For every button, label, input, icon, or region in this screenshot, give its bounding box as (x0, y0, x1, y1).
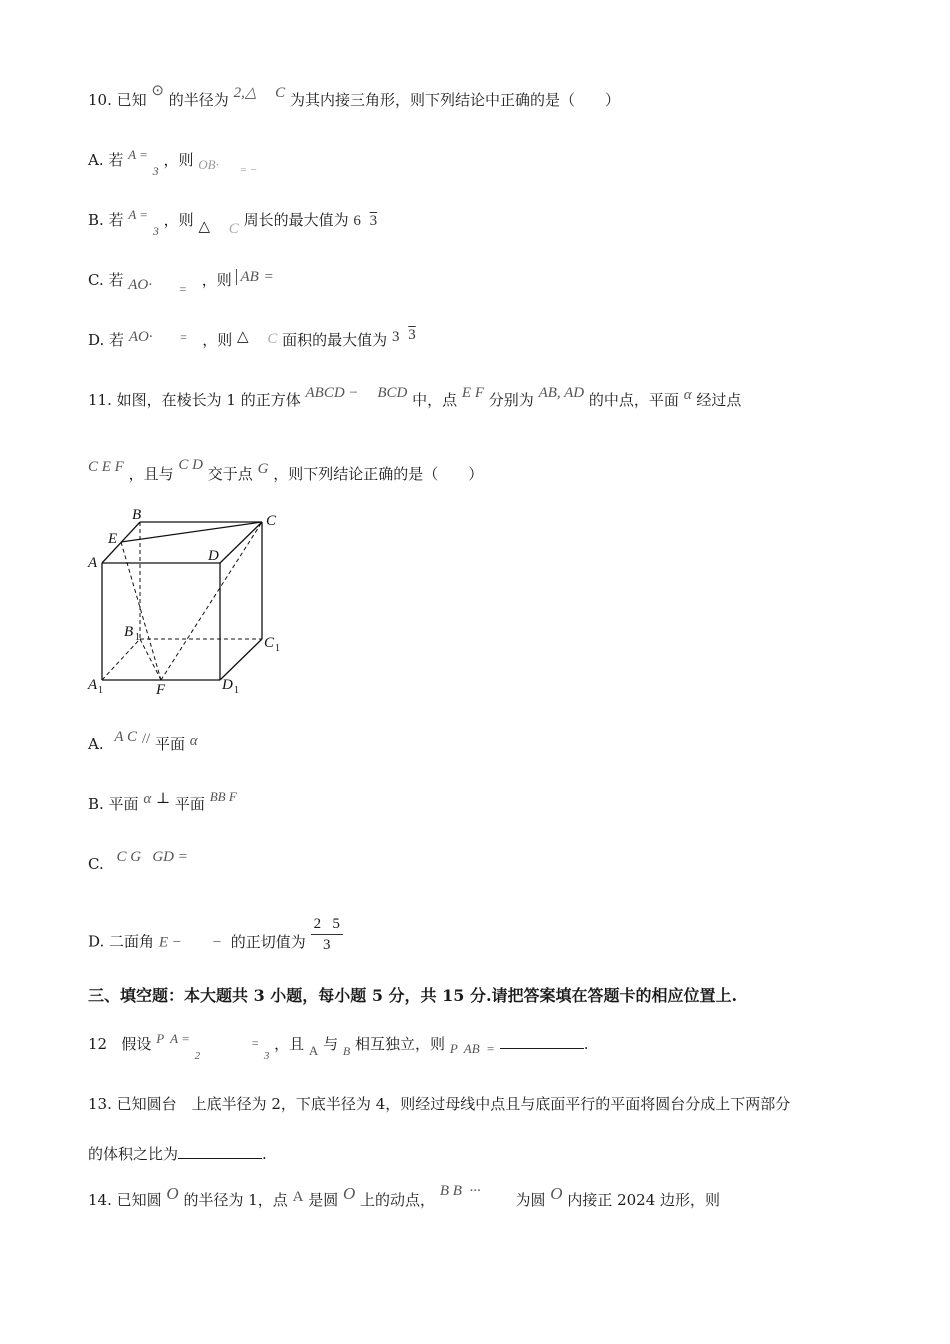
section-3-title: 三、填空题：本大题共 3 小题，每小题 5 分，共 15 分.请把答案填在答题卡的相应位置上. (88, 986, 738, 1005)
label-C1: C (264, 635, 275, 651)
cube-figure (84, 505, 294, 695)
q12-answer-blank[interactable] (500, 1034, 584, 1049)
label-D: D (208, 548, 219, 564)
edge-DC (220, 522, 262, 563)
label-B: B (132, 507, 142, 523)
label-C: C (266, 513, 277, 529)
circle-dot-icon: ⊙ (151, 83, 164, 99)
label-E: E (108, 531, 118, 547)
segment-EC (121, 522, 262, 542)
tangent-value-fraction: $\frac{2 5}{3}$ (311, 914, 343, 955)
triangle-icon: △ (198, 217, 210, 235)
q11-option-d: D. 二面角 E − − 的正切值为 $\frac{2 5}{3}$ (88, 922, 343, 963)
q10-option-b: B. 若 A = $_3$ ，则 △ C 周长的最大值为 6 3 (88, 207, 378, 238)
edge-A1B1 (102, 639, 140, 680)
segment-FC (161, 522, 262, 680)
q13-answer-blank[interactable] (178, 1144, 262, 1159)
label-B1: B (124, 624, 134, 640)
q11-option-a: A. A C // 平面 α (88, 729, 198, 753)
edge-D1C1 (220, 639, 262, 680)
q13-line2: 的体积之比为 . (88, 1145, 267, 1163)
q10-option-d: D. 若 AO· = ，则 △ C 面积的最大值为 3 3 (88, 327, 416, 349)
svg-text:1: 1 (135, 632, 140, 643)
label-A1: A (88, 677, 98, 693)
q12-stem: 12 假设 P A = $_2$ = $_3$ ，且 A 与 $_B$ 相互独立，则 P AB = . (88, 1031, 589, 1062)
q10-option-c: C. 若 AO· $_=$ ，则 AB = (88, 269, 274, 296)
svg-text:1: 1 (234, 685, 239, 695)
q11-option-b: B. 平面 α ⊥ 平面 BB F (88, 789, 237, 813)
q11-stem-line2: C E F ，且与 C D 交于点 G ，则下列结论正确的是（ ） (88, 457, 484, 483)
q14-stem: 14. 已知圆 O 的半径为 1，点 A 是圆 O 上的动点， B B ··· 为圆 O 内接正 2024 边形，则 (88, 1183, 721, 1209)
q11-stem-line1: 11. 如图，在棱长为 1 的正方体 ABCD − BCD 中，点 E F 分别为 AB, AD 的中点，平面 α 经过点 (88, 385, 742, 409)
q10-option-a: A. 若 A = $_3$ ，则 OB· $_{= -}$ (88, 147, 258, 178)
label-D1: D (222, 677, 233, 693)
q13-line1: 13. 已知圆台 上底半径为 2，下底半径为 4，则经过母线中点且与底面平行的平面将圆台分成上下两部分 (88, 1095, 791, 1113)
svg-text:1: 1 (98, 685, 103, 695)
svg-text:1: 1 (275, 643, 280, 654)
q10-stem: 10. 已知 ⊙ 的半径为 2,△ C 为其内接三角形，则下列结论中正确的是（ ） (88, 83, 620, 109)
label-A: A (88, 555, 98, 571)
label-F: F (156, 682, 166, 695)
triangle-icon: △ (237, 327, 249, 345)
q11-option-c: C. C G GD = (88, 849, 188, 873)
